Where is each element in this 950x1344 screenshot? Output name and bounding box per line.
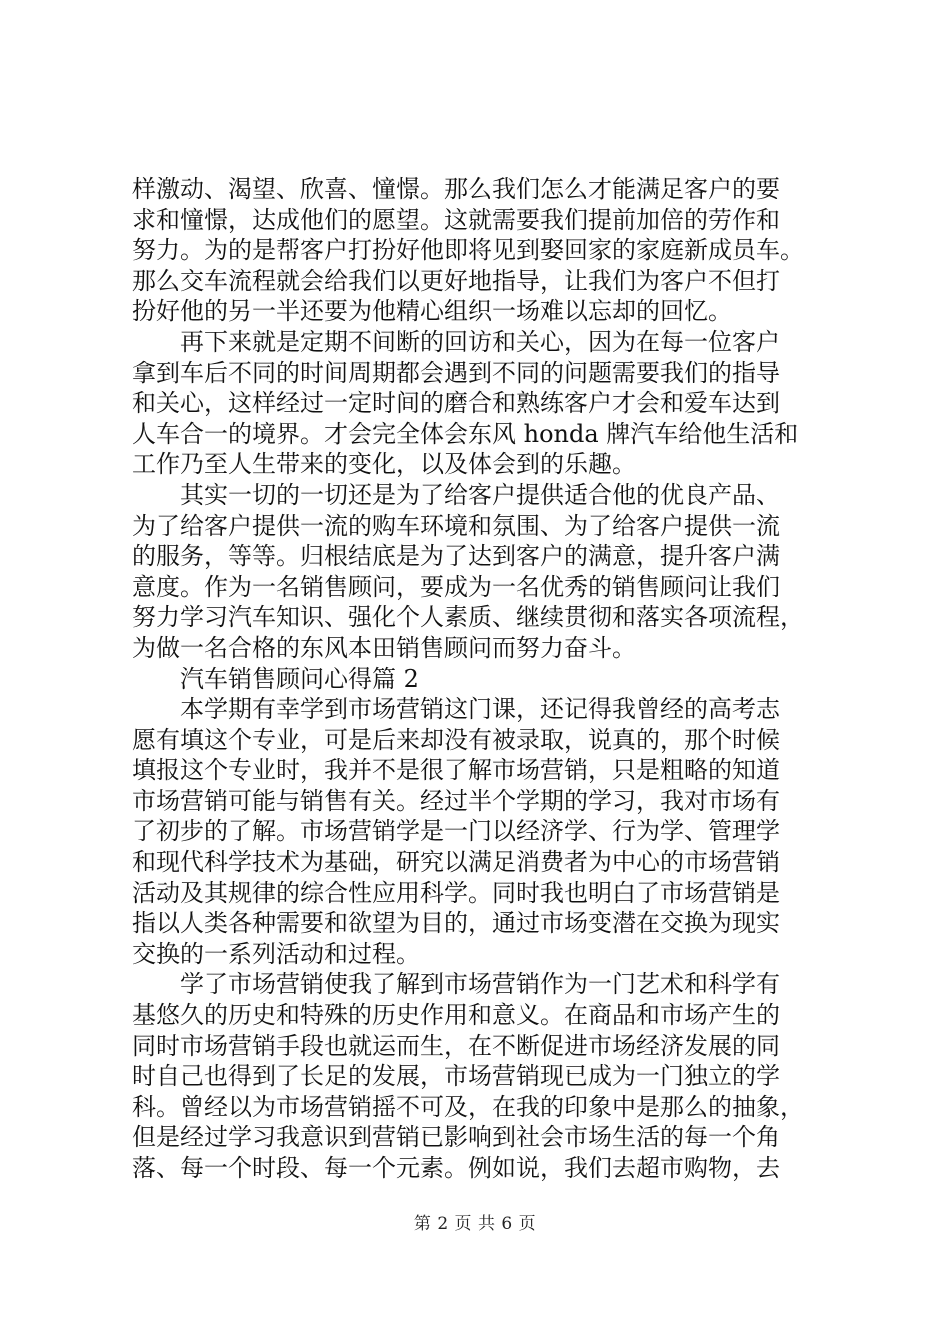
text-line: 但是经过学习我意识到营销已影响到社会市场生活的每一个角	[132, 1123, 780, 1152]
text-line: 努力。为的是帮客户打扮好他即将见到娶回家的家庭新成员车。	[132, 236, 804, 265]
text-line: 再下来就是定期不间断的回访和关心，因为在每一位客户	[132, 327, 780, 356]
text-line: 愿有填这个专业，可是后来却没有被录取，说真的，那个时候	[132, 725, 780, 754]
text-line: 求和憧憬，达成他们的愿望。这就需要我们提前加倍的劳作和	[132, 205, 780, 234]
text-line: 其实一切的一切还是为了给客户提供适合他的优良产品、	[132, 480, 780, 509]
text-line: 市场营销可能与销售有关。经过半个学期的学习，我对市场有	[132, 786, 780, 815]
text-line: 同时市场营销手段也就运而生，在不断促进市场经济发展的同	[132, 1031, 780, 1060]
text-line: 工作乃至人生带来的变化，以及体会到的乐趣。	[132, 450, 636, 479]
text-line: 活动及其规律的综合性应用科学。同时我也明白了市场营销是	[132, 878, 780, 907]
text-line: 那么交车流程就会给我们以更好地指导，让我们为客户不但打	[132, 266, 780, 295]
text-line: 时自己也得到了长足的发展，市场营销现已成为一门独立的学	[132, 1062, 780, 1091]
text-line: 和关心，这样经过一定时间的磨合和熟练客户才会和爱车达到	[132, 389, 780, 418]
text-line: 填报这个专业时，我并不是很了解市场营销，只是粗略的知道	[132, 756, 780, 785]
text-line: 意度。作为一名销售顾问，要成为一名优秀的销售顾问让我们	[132, 572, 780, 601]
text-line: 努力学习汽车知识、强化个人素质、继续贯彻和落实各项流程，	[132, 603, 804, 632]
text-line: 交换的一系列活动和过程。	[132, 939, 420, 968]
text-line: 和现代科学技术为基础，研究以满足消费者为中心的市场营销	[132, 848, 780, 877]
page-footer: 第 2 页 共 6 页	[413, 1214, 537, 1234]
text-line: 科。曾经以为市场营销摇不可及，在我的印象中是那么的抽象，	[132, 1092, 804, 1121]
text-line: 样激动、渴望、欣喜、憧憬。那么我们怎么才能满足客户的要	[132, 175, 780, 203]
text-line: 指以人类各种需要和欲望为目的，通过市场变潜在交换为现实	[132, 909, 780, 938]
text-line: 拿到车后不同的时间周期都会遇到不同的问题需要我们的指导	[132, 358, 780, 387]
text-line: 落、每一个时段、每一个元素。例如说，我们去超市购物，去	[132, 1154, 780, 1182]
text-line: 扮好他的另一半还要为他精心组织一场难以忘却的回忆。	[132, 297, 732, 326]
text-line: 本学期有幸学到市场营销这门课，还记得我曾经的高考志	[132, 695, 780, 724]
text-line: 人车合一的境界。才会完全体会东风 honda 牌汽车给他生活和	[132, 419, 799, 448]
text-line: 学了市场营销使我了解到市场营销作为一门艺术和科学有	[132, 970, 780, 999]
text-line: 为了给客户提供一流的购车环境和氛围、为了给客户提供一流	[132, 511, 780, 540]
text-line: 基悠久的历史和特殊的历史作用和意义。在商品和市场产生的	[132, 1001, 780, 1030]
text-line: 了初步的了解。市场营销学是一门以经济学、行为学、管理学	[132, 817, 780, 846]
body-text	[132, 174, 832, 1184]
text-line: 的服务，等等。归根结底是为了达到客户的满意，提升客户满	[132, 542, 780, 571]
text-line: 为做一名合格的东风本田销售顾问而努力奋斗。	[132, 633, 636, 662]
text-line: 汽车销售顾问心得篇 2	[132, 664, 419, 693]
